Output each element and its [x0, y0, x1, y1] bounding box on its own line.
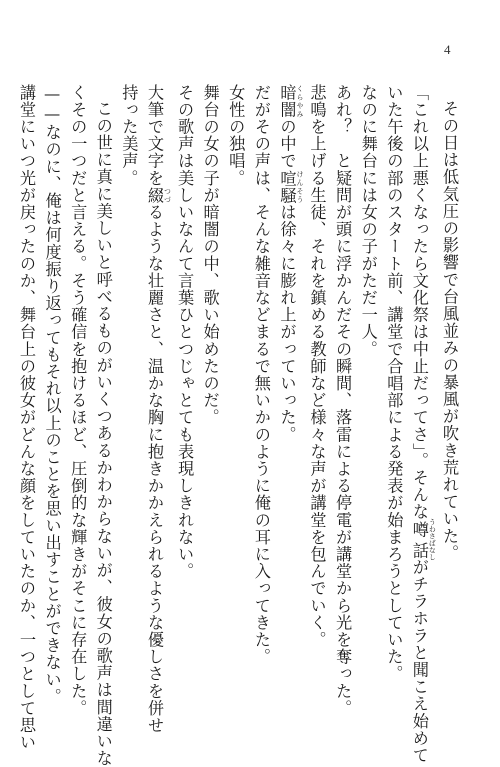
text-line: 「これ以上悪くなったら文化祭は中止だってさ」。そんな噂話 うわさばなしがチラホラと聞こえ始めて: [409, 84, 437, 764]
text-line: 大筆で文字を綴 つづるような壮麗さと、温かな胸に抱きかかえられるような優しさを併せ: [144, 84, 172, 734]
text-line: 女性の独唱。: [226, 84, 246, 187]
text-line: 講堂にいつ光が戻ったのか、舞台上の彼女がどんな顔をしていたのか、一つとして思い: [17, 84, 36, 751]
furigana: 暗闇 くらやみ: [277, 84, 304, 119]
text-line: いた午後の部のスタート前、講堂で合唱部による発表が始まろうとしていた。: [384, 84, 404, 683]
vertical-text-body: [13, 84, 462, 767]
text-line: ——なのに、俺は何度振り返ってもそれ以上のことを思い出すことができない。: [42, 84, 62, 706]
text-line: この世に真に美しいと呼べるものがいくつあるかわからないが、彼女の歌声は間違いな: [93, 100, 113, 767]
furigana: 噂話 うわさばなし: [409, 518, 437, 561]
text-line: くその一つだと言える。そう確信を抱けるほど、圧倒的な輝きがそこに存在した。: [68, 84, 88, 717]
page-number: 4: [444, 42, 451, 57]
text-line: 暗闇 くらやみの中で喧騒 けんそうは徐々に膨れ上がっていった。: [277, 84, 304, 444]
text-line: その歌声は美しいなんて言葉ひとつじゃとても表現しきれない。: [175, 84, 195, 580]
text-line: 持った美声。: [119, 84, 139, 187]
furigana: 綴 つづ: [144, 186, 172, 204]
text-line: あれ？ と疑問が頭に浮かんだその瞬間、落雷による停電が講堂から光を奪った。: [333, 84, 353, 717]
text-line: 悲鳴を上げる生徒、それを鎮める教師など様々な声が講堂を包んでいく。: [307, 84, 327, 649]
text-line: なのに舞台には女の子がただ一人。: [358, 84, 378, 358]
text-line: 舞台の女の子が暗闇の中、歌い始めたのだ。: [200, 84, 220, 426]
text-line: だがその声は、そんな雑音などまるで無いかのように俺の耳に入ってきた。: [251, 84, 271, 666]
text-line: その日は低気圧の影響で台風並みの暴風が吹き荒れていた。: [440, 100, 459, 562]
furigana: 喧騒 けんそう: [277, 169, 304, 204]
